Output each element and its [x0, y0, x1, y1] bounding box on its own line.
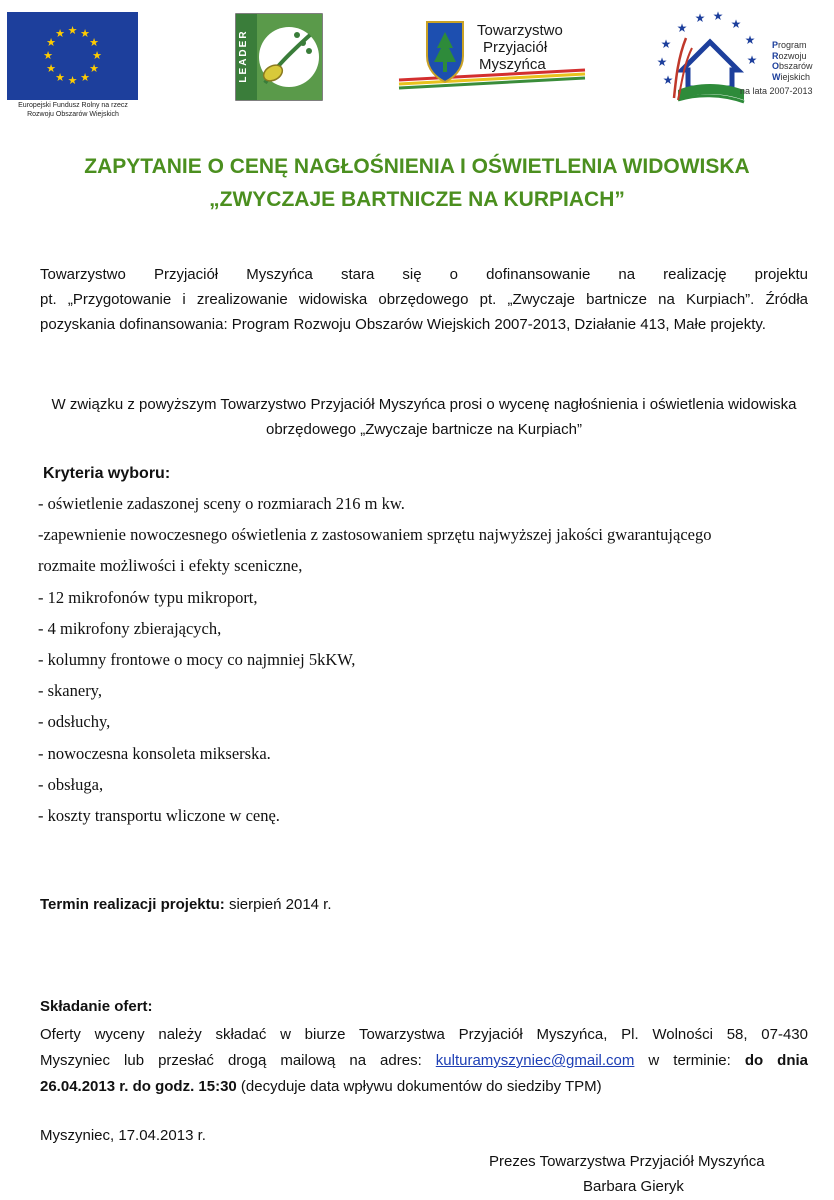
- svg-text:★: ★: [746, 53, 758, 67]
- criteria-item: - koszty transportu wliczone w cenę.: [38, 806, 280, 826]
- eu-logo: [7, 12, 139, 122]
- prow-initial: P: [772, 40, 779, 50]
- prow-initial: W: [772, 71, 781, 82]
- svg-text:★: ★: [712, 9, 724, 23]
- svg-text:★: ★: [67, 74, 78, 87]
- svg-text:★: ★: [694, 11, 706, 25]
- prow-name-line: [772, 72, 813, 83]
- svg-text:★: ★: [676, 21, 688, 35]
- offers-deadline: 26.04.2013 r. do godz. 15:30: [40, 1078, 237, 1095]
- offers-line: [40, 1078, 602, 1095]
- prow-logo: [652, 8, 822, 108]
- criteria-item: - kolumny frontowe o mocy co najmniej 5kKW,: [38, 650, 356, 670]
- offers-text: w terminie:: [634, 1052, 745, 1069]
- signature-name: Barbara Gieryk: [583, 1178, 684, 1195]
- tpm-name-line: Myszyńca: [479, 56, 546, 73]
- offers-deadline: do dnia: [744, 1052, 808, 1069]
- intro-paragraph: [40, 262, 808, 337]
- eu-caption-line: Europejski Fundusz Rolny na rzecz: [18, 102, 128, 109]
- criteria-list: [38, 488, 810, 831]
- offers-text: (decyduje data wpływu dokumentów do siedziby TPM): [236, 1078, 602, 1095]
- criteria-heading: Kryteria wyboru:: [43, 465, 171, 482]
- svg-text:★: ★: [744, 33, 756, 47]
- intro-text: pt. „Przygotowanie i zrealizowanie widowiska obrzędowego pt. „Zwyczaje bartnicze na Kurpiach”. Źródła pozyskania dofinansowania: Program Rozwoju Obszarów Wiejskich 2007-2013, Działanie 413, Małe projekty.: [40, 291, 808, 333]
- svg-text:★: ★: [92, 49, 102, 62]
- eu-flag-icon: [7, 12, 138, 100]
- criteria-item: - obsługa,: [38, 774, 104, 794]
- place-date: Myszyniec, 17.04.2013 r.: [40, 1127, 206, 1144]
- svg-text:★: ★: [80, 71, 90, 84]
- svg-text:★: ★: [43, 49, 53, 62]
- tpm-name-line: Przyjaciół: [483, 39, 548, 56]
- criteria-item: - 4 mikrofony zbierających,: [38, 618, 222, 638]
- offers-heading: Składanie ofert:: [40, 998, 153, 1015]
- svg-text:★: ★: [730, 17, 742, 31]
- svg-text:★: ★: [46, 62, 56, 75]
- project-deadline-value: sierpień 2014 r.: [224, 896, 332, 913]
- prow-initial: R: [772, 50, 779, 61]
- eu-caption-line: Rozwoju Obszarów Wiejskich: [27, 111, 119, 118]
- tpm-name-line: Towarzystwo: [477, 22, 563, 39]
- eu-caption: [7, 101, 139, 119]
- prow-word: rogram: [778, 40, 807, 50]
- prow-name: [772, 40, 813, 82]
- email-link[interactable]: kulturamyszyniec@gmail.com: [435, 1052, 635, 1069]
- criteria-item: - nowoczesna konsoleta mikserska.: [38, 743, 271, 763]
- document-title-line: „ZWYCZAJE BARTNICZE NA KURPIACH”: [209, 188, 625, 211]
- prow-period: na lata 2007-2013: [740, 86, 813, 96]
- leader-logo: [235, 13, 323, 101]
- signature-title: Prezes Towarzystwa Przyjaciół Myszyńca: [489, 1153, 765, 1170]
- prow-word: ozwoju: [778, 50, 807, 61]
- svg-text:★: ★: [67, 24, 78, 37]
- project-deadline-label: Termin realizacji projektu:: [40, 896, 225, 913]
- request-paragraph: W związku z powyższym Towarzystwo Przyjaciół Myszyńca prosi o wycenę nagłośnienia i oświetlenia widowiska obrzędowego „Zwyczaje bartnicze na Kurpiach”: [51, 396, 797, 438]
- svg-text:★: ★: [89, 36, 99, 49]
- svg-text:★: ★: [660, 37, 672, 51]
- tpm-name: [477, 22, 563, 73]
- svg-text:★: ★: [55, 27, 65, 40]
- offers-paragraph: [40, 1022, 808, 1100]
- project-deadline: [40, 896, 332, 913]
- prow-name-line: [772, 61, 813, 72]
- criteria-item: -zapewnienie nowoczesnego oświetlenia z zastosowaniem sprzętu najwyższej jakości gwarantującego: [38, 525, 712, 545]
- criteria-item: - 12 mikrofonów typu mikroport,: [38, 587, 258, 607]
- document-title: [0, 150, 834, 216]
- document-title-line: ZAPYTANIE O CENĘ NAGŁOŚNIENIA I OŚWIETLENIA WIDOWISKA: [84, 155, 750, 178]
- offers-line: [40, 1048, 808, 1074]
- eu-stars-icon: [7, 12, 138, 100]
- prow-word: iejskich: [780, 71, 811, 82]
- svg-text:★: ★: [46, 36, 56, 49]
- criteria-item: - odsłuchy,: [38, 712, 111, 732]
- criteria-item: - oświetlenie zadaszonej sceny o rozmiarach 216 m kw.: [38, 494, 405, 513]
- tpm-logo: [397, 18, 587, 90]
- svg-text:★: ★: [80, 27, 90, 40]
- offers-text: Myszyniec lub przesłać drogą mailową na adres:: [40, 1052, 436, 1069]
- svg-text:★: ★: [656, 55, 668, 69]
- prow-word: bszarów: [779, 61, 813, 71]
- prow-name-line: [772, 51, 813, 62]
- offers-line: Oferty wyceny należy składać w biurze Towarzystwa Przyjaciół Myszyńca, Pl. Wolności 58, 07-430: [40, 1026, 808, 1043]
- intro-line: Towarzystwo Przyjaciół Myszyńca stara się o dofinansowanie na realizację projektu: [40, 266, 808, 283]
- svg-text:★: ★: [662, 73, 674, 87]
- criteria-item: - skanery,: [38, 681, 102, 701]
- prow-initial: O: [772, 61, 780, 71]
- criteria-item: rozmaite możliwości i efekty sceniczne,: [38, 556, 303, 576]
- leader-text: LEADER: [238, 29, 249, 83]
- svg-text:★: ★: [89, 62, 99, 75]
- svg-text:★: ★: [55, 71, 65, 84]
- prow-name-line: [772, 40, 813, 51]
